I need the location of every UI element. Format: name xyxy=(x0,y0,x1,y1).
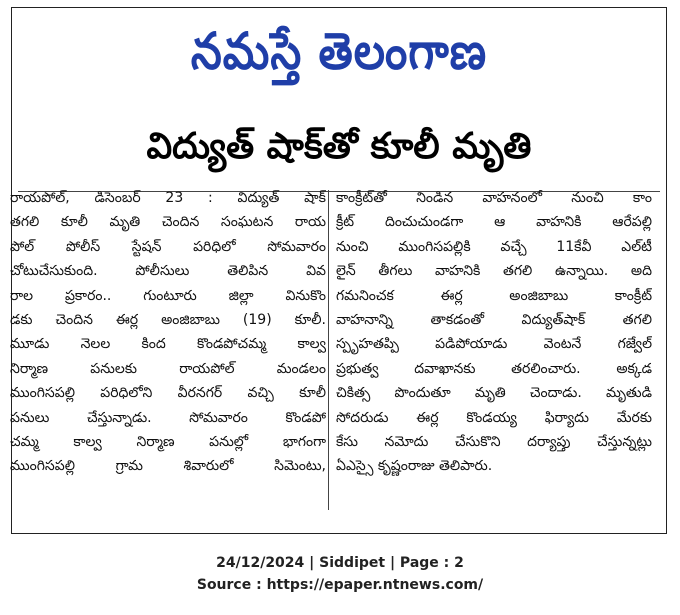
article-line: చమ్మ కాల్వ నిర్మాణ పనుల్లో భాగంగా xyxy=(10,433,326,450)
article-column-left xyxy=(10,186,326,479)
article-line: పోల్ పోలీస్ స్టేషన్ పరిధిలో సోమవారం xyxy=(10,238,326,255)
article-column-right xyxy=(336,186,652,479)
article-line: నిర్మాణ పనులకు రాయపోల్ మండలం xyxy=(10,360,326,377)
article-line: కాంక్రీట్‌తో నిండిన వాహనంలో నుంచి కాం xyxy=(336,190,652,206)
article-line: నుంచి ముంగిసపల్లికి వచ్చే 11కేవీ ఎల్‌టీ xyxy=(336,238,652,255)
article-line: ముంగిసపల్లి పరిధిలోని వీరనగర్ వచ్చి కూలీ xyxy=(10,385,326,402)
article-line: పనులు చేస్తున్నాడు. సోమవారం కొండపో xyxy=(10,409,326,426)
article-line: కేసు నమోదు చేసుకొని దర్యాప్తు చేస్తున్నట్లు xyxy=(336,433,652,450)
footer-date-edition: 24/12/2024 | Siddipet | Page : 2 xyxy=(216,555,464,571)
footer-source: Source : https://epaper.ntnews.com/ xyxy=(196,577,484,593)
article-line: స్పృహతప్పి పడిపోయాడు వెంటనే గజ్వేల్ xyxy=(336,336,652,353)
article-line: లైన్ తీగలు వాహనికి తగలి ఉన్నాయి. అది xyxy=(336,263,652,280)
masthead xyxy=(12,8,666,108)
article-line: చోటుచేసుకుంది. పోలీసులు తెలిపిన వివ xyxy=(10,263,326,280)
article-line: రాల ప్రకారం.. గుంటూరు జిల్లా వినుకొం xyxy=(10,287,326,304)
article-line: రాయపోల్, డిసెంబర్ 23 : విద్యుత్ షాక్ xyxy=(10,190,326,206)
masthead-logo: నమస్తే తెలంగాణ xyxy=(190,22,488,81)
article-line: క్రీట్ దించుచుండగా ఆ వాహనికి ఆరేపల్లి xyxy=(336,214,652,231)
article-line: ప్రభుత్వ దవాఖానకు తరలించారు. అక్కడ xyxy=(336,360,652,377)
article-line: డకు చెందిన ఈర్ల అంజిబాబు (19) కూలీ. xyxy=(10,311,326,328)
headline xyxy=(12,116,666,186)
column-divider xyxy=(328,190,329,510)
article-line: మూడు నెలల కింద కొండపోచమ్మ కాల్వ xyxy=(10,336,326,353)
article-line: ఏఎస్సై కృష్ణంరాజు తెలిపారు. xyxy=(336,458,493,475)
article-line: గమనించక ఈర్ల అంజిబాబు కాంక్రీట్ xyxy=(336,287,652,304)
article-line: వాహనాన్ని తాకడంతో విద్యుత్‌షాక్ తగలి xyxy=(336,311,652,328)
article-line: సోదరుడు ఈర్ల కొండయ్య ఫిర్యాదు మేరకు xyxy=(336,409,652,426)
article-line: చికిత్స పొందుతూ మృతి చెందాడు. మృతుడి xyxy=(336,385,652,402)
article-line: తగలి కూలీ మృతి చెందిన సంఘటన రాయ xyxy=(10,214,326,231)
headline-text: విద్యుత్ షాక్‌తో కూలీ మృతి xyxy=(146,126,532,167)
article-line: ముంగిసపల్లి గ్రామ శివారులో సిమెంటు, xyxy=(10,458,326,475)
